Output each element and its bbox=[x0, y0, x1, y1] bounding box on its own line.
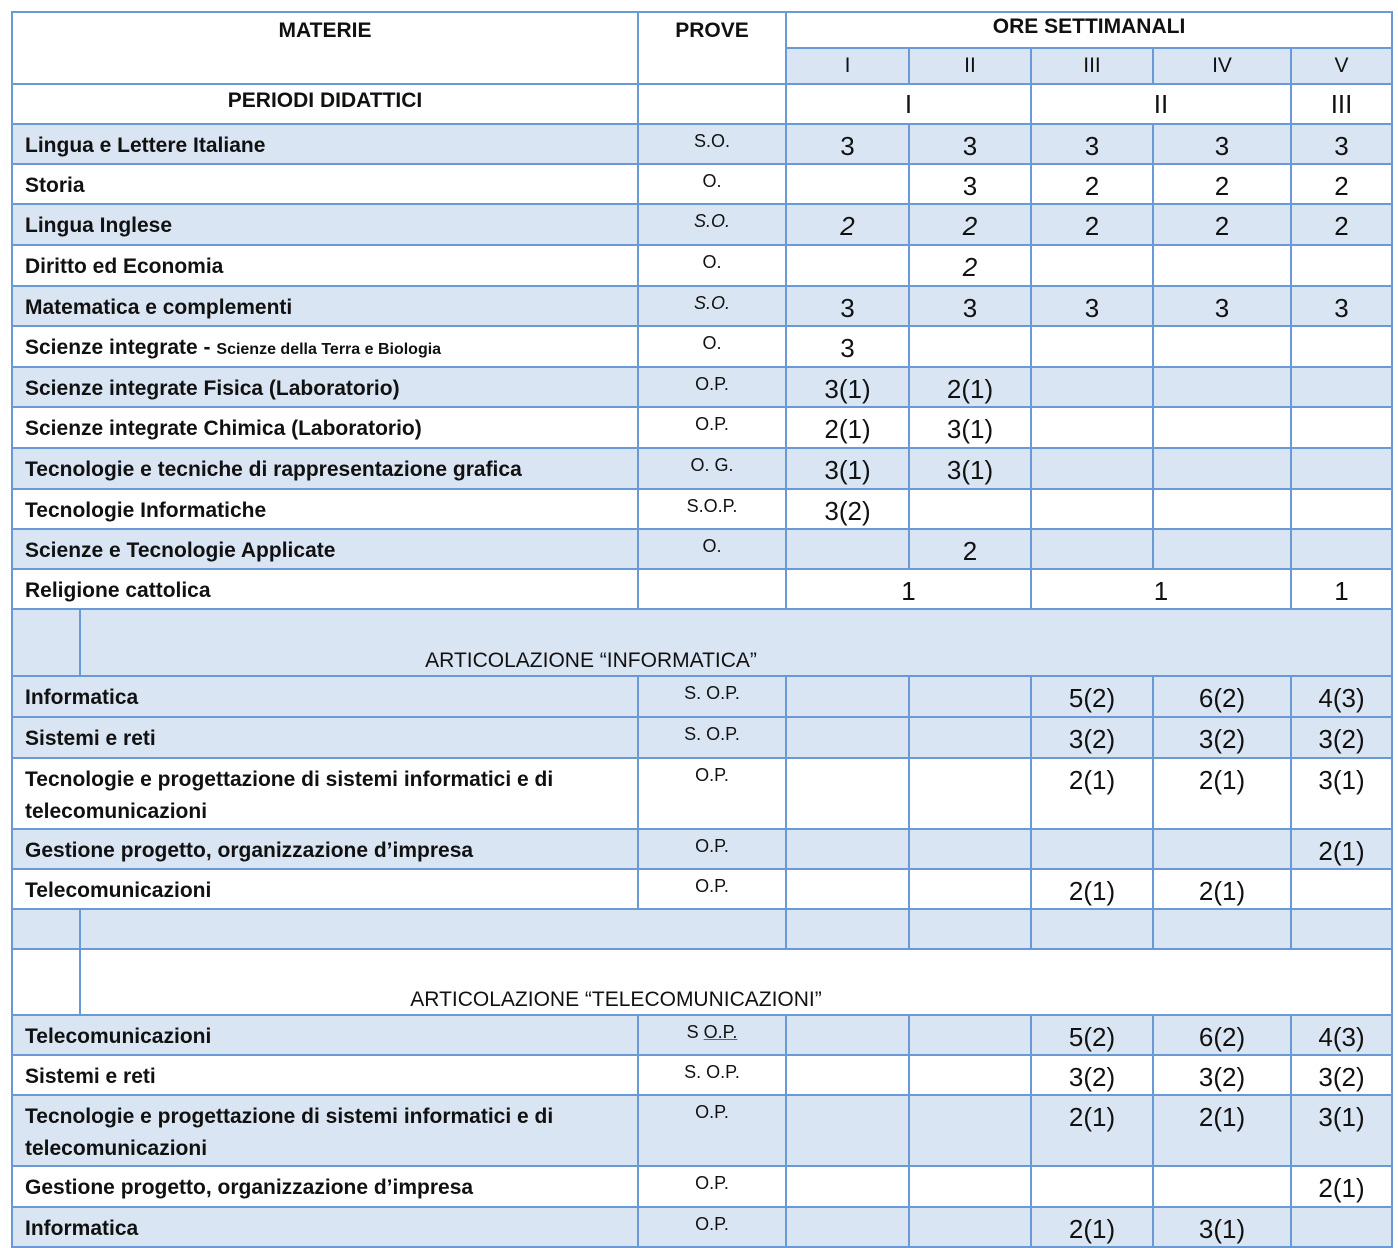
hours-cell: 3 bbox=[909, 286, 1031, 326]
subject-name: Telecomunicazioni bbox=[12, 1015, 638, 1055]
hours-cell: 4(3) bbox=[1291, 1015, 1392, 1055]
period-label: I bbox=[786, 84, 1031, 124]
hours-cell: 3(1) bbox=[786, 448, 909, 489]
hours-cell: 3 bbox=[909, 124, 1031, 164]
empty-cell bbox=[12, 909, 80, 949]
subject-name: Sistemi e reti bbox=[12, 717, 638, 758]
exam-type: O.P. bbox=[638, 758, 786, 829]
hours-cell: 2(1) bbox=[1291, 1166, 1392, 1207]
hours-cell bbox=[1031, 367, 1153, 407]
hours-cell bbox=[909, 829, 1031, 869]
hours-cell bbox=[1291, 1207, 1392, 1247]
hours-cell bbox=[1031, 489, 1153, 529]
hours-cell: 2(1) bbox=[1153, 1095, 1291, 1166]
hours-cell: 2 bbox=[909, 204, 1031, 245]
hours-cell bbox=[909, 717, 1031, 758]
hours-cell bbox=[1291, 407, 1392, 448]
table-row bbox=[12, 869, 1392, 909]
hours-cell bbox=[786, 676, 909, 717]
hours-cell bbox=[909, 1095, 1031, 1166]
hours-cell: 3(1) bbox=[1291, 758, 1392, 829]
hours-cell: 3(2) bbox=[786, 489, 909, 529]
hours-cell bbox=[1153, 448, 1291, 489]
hours-cell: 3 bbox=[1291, 286, 1392, 326]
hours-cell bbox=[909, 1166, 1031, 1207]
hours-cell: 2 bbox=[1031, 204, 1153, 245]
hours-cell: 3 bbox=[1291, 124, 1392, 164]
hours-cell: 3(2) bbox=[1031, 717, 1153, 758]
subject-name bbox=[12, 326, 638, 367]
period-label: III bbox=[1291, 84, 1392, 124]
hours-cell: 2(1) bbox=[1153, 869, 1291, 909]
hours-cell: 3 bbox=[786, 124, 909, 164]
hours-cell: 5(2) bbox=[1031, 1015, 1153, 1055]
hours-cell: 3 bbox=[786, 326, 909, 367]
empty-cell bbox=[12, 949, 80, 1015]
table-row bbox=[12, 407, 1392, 448]
empty-cell bbox=[80, 909, 786, 949]
table-row bbox=[12, 1207, 1392, 1247]
subject-name: Storia bbox=[12, 164, 638, 204]
hours-cell bbox=[909, 326, 1031, 367]
hours-cell: 3(2) bbox=[1291, 717, 1392, 758]
exam-type: O.P. bbox=[638, 1166, 786, 1207]
hours-cell: 2 bbox=[1291, 164, 1392, 204]
hours-cell: 2 bbox=[1291, 204, 1392, 245]
subject-name: Sistemi e reti bbox=[12, 1055, 638, 1095]
exam-type: O.P. bbox=[638, 1095, 786, 1166]
periodi-label: PERIODI DIDATTICI bbox=[12, 84, 638, 124]
hours-cell bbox=[786, 758, 909, 829]
hours-cell bbox=[1031, 326, 1153, 367]
table-row bbox=[12, 529, 1392, 569]
hours-cell: 3(1) bbox=[786, 367, 909, 407]
hours-cell bbox=[1031, 829, 1153, 869]
hours-cell bbox=[1153, 407, 1291, 448]
subject-note: Scienze della Terra e Biologia bbox=[216, 341, 442, 358]
hours-cell: 5(2) bbox=[1031, 676, 1153, 717]
hours-cell bbox=[786, 829, 909, 869]
hours-cell bbox=[786, 1095, 909, 1166]
exam-type-underlined: O.P. bbox=[703, 1022, 738, 1042]
exam-type: O.P. bbox=[638, 1207, 786, 1247]
table-row bbox=[12, 164, 1392, 204]
table-row bbox=[12, 1166, 1392, 1207]
hours-cell: 2 bbox=[1153, 204, 1291, 245]
table-row bbox=[12, 1015, 1392, 1055]
empty-cell bbox=[1291, 909, 1392, 949]
year-label: V bbox=[1291, 48, 1392, 84]
year-label: III bbox=[1031, 48, 1153, 84]
section-header-row bbox=[12, 609, 1392, 676]
hours-cell: 3(2) bbox=[1153, 1055, 1291, 1095]
section-header-row bbox=[12, 949, 1392, 1015]
table-row bbox=[12, 326, 1392, 367]
section-title: ARTICOLAZIONE “TELECOMUNICAZIONI” bbox=[80, 949, 1392, 1015]
hours-cell: 2 bbox=[1153, 164, 1291, 204]
hours-cell bbox=[786, 1207, 909, 1247]
hours-cell: 3 bbox=[1153, 124, 1291, 164]
hours-cell: 3(1) bbox=[909, 448, 1031, 489]
hours-cell bbox=[1291, 326, 1392, 367]
header-prove: PROVE bbox=[638, 12, 786, 84]
hours-cell bbox=[1291, 448, 1392, 489]
subject-title: Scienze integrate - bbox=[25, 336, 217, 359]
hours-cell: 2(1) bbox=[1031, 758, 1153, 829]
exam-type-prefix: S bbox=[686, 1022, 704, 1042]
table-row bbox=[12, 569, 1392, 609]
year-label: IV bbox=[1153, 48, 1291, 84]
hours-cell: 3 bbox=[1031, 286, 1153, 326]
curriculum-table bbox=[11, 11, 1391, 1248]
hours-cell: 1 bbox=[1291, 569, 1392, 609]
hours-cell bbox=[786, 1015, 909, 1055]
hours-cell: 3 bbox=[1031, 124, 1153, 164]
subject-name: Scienze integrate Chimica (Laboratorio) bbox=[12, 407, 638, 448]
exam-type bbox=[638, 1015, 786, 1055]
hours-cell bbox=[909, 489, 1031, 529]
table-row bbox=[12, 1095, 1392, 1166]
table-row bbox=[12, 204, 1392, 245]
hours-cell: 3 bbox=[786, 286, 909, 326]
hours-cell: 3(1) bbox=[1153, 1207, 1291, 1247]
subject-name: Tecnologie e progettazione di sistemi informatici e di telecomunicazioni bbox=[12, 758, 638, 829]
table-row bbox=[12, 245, 1392, 286]
exam-type: O. G. bbox=[638, 448, 786, 489]
hours-cell bbox=[1153, 1166, 1291, 1207]
hours-cell: 2(1) bbox=[786, 407, 909, 448]
table-row bbox=[12, 829, 1392, 869]
table-row bbox=[12, 1055, 1392, 1095]
hours-cell bbox=[909, 758, 1031, 829]
hours-cell bbox=[909, 1055, 1031, 1095]
table-row bbox=[12, 367, 1392, 407]
subject-name: Tecnologie e progettazione di sistemi informatici e di telecomunicazioni bbox=[12, 1095, 638, 1166]
hours-cell bbox=[1291, 529, 1392, 569]
section-title: ARTICOLAZIONE “INFORMATICA” bbox=[80, 609, 1392, 676]
table-row bbox=[12, 676, 1392, 717]
hours-cell: 2(1) bbox=[1031, 1095, 1153, 1166]
exam-type: O.P. bbox=[638, 829, 786, 869]
subject-name: Scienze e Tecnologie Applicate bbox=[12, 529, 638, 569]
exam-type bbox=[638, 569, 786, 609]
hours-cell: 1 bbox=[786, 569, 1031, 609]
empty-cell bbox=[786, 909, 909, 949]
hours-cell: 3 bbox=[1153, 286, 1291, 326]
exam-type: S. O.P. bbox=[638, 1055, 786, 1095]
exam-type: S.O.P. bbox=[638, 489, 786, 529]
hours-cell bbox=[909, 869, 1031, 909]
header-materie: MATERIE bbox=[12, 12, 638, 84]
exam-type: S. O.P. bbox=[638, 676, 786, 717]
hours-cell: 2 bbox=[1031, 164, 1153, 204]
empty-cell bbox=[909, 909, 1031, 949]
hours-cell: 2(1) bbox=[1031, 869, 1153, 909]
hours-cell: 2(1) bbox=[1153, 758, 1291, 829]
table-row bbox=[12, 448, 1392, 489]
subject-name: Lingua Inglese bbox=[12, 204, 638, 245]
hours-cell: 4(3) bbox=[1291, 676, 1392, 717]
hours-cell bbox=[1031, 529, 1153, 569]
empty-cell bbox=[1153, 909, 1291, 949]
exam-type: S.O. bbox=[638, 204, 786, 245]
empty-cell bbox=[12, 609, 80, 676]
exam-type: O.P. bbox=[638, 367, 786, 407]
hours-cell bbox=[909, 1207, 1031, 1247]
subject-name: Gestione progetto, organizzazione d’impresa bbox=[12, 829, 638, 869]
header-ore-settimanali: ORE SETTIMANALI bbox=[786, 12, 1392, 48]
hours-cell bbox=[786, 164, 909, 204]
hours-cell bbox=[1153, 326, 1291, 367]
subject-name: Scienze integrate Fisica (Laboratorio) bbox=[12, 367, 638, 407]
hours-cell: 2(1) bbox=[1031, 1207, 1153, 1247]
table-row bbox=[12, 717, 1392, 758]
hours-cell bbox=[1153, 529, 1291, 569]
hours-cell bbox=[786, 717, 909, 758]
exam-type: O. bbox=[638, 326, 786, 367]
table-row bbox=[12, 286, 1392, 326]
hours-cell bbox=[909, 1015, 1031, 1055]
subject-name: Gestione progetto, organizzazione d’impresa bbox=[12, 1166, 638, 1207]
period-label: II bbox=[1031, 84, 1291, 124]
empty-cell bbox=[638, 84, 786, 124]
hours-cell bbox=[786, 245, 909, 286]
hours-cell: 6(2) bbox=[1153, 1015, 1291, 1055]
subject-name: Lingua e Lettere Italiane bbox=[12, 124, 638, 164]
table-row bbox=[12, 758, 1392, 829]
hours-cell: 1 bbox=[1031, 569, 1291, 609]
hours-cell bbox=[786, 1055, 909, 1095]
hours-cell bbox=[1291, 245, 1392, 286]
hours-cell: 3(1) bbox=[1291, 1095, 1392, 1166]
subject-name: Informatica bbox=[12, 676, 638, 717]
year-label: I bbox=[786, 48, 909, 84]
hours-cell: 2(1) bbox=[1291, 829, 1392, 869]
hours-cell bbox=[1153, 245, 1291, 286]
hours-cell: 3(2) bbox=[1291, 1055, 1392, 1095]
hours-cell: 2 bbox=[786, 204, 909, 245]
hours-cell: 2(1) bbox=[909, 367, 1031, 407]
empty-cell bbox=[1031, 909, 1153, 949]
hours-cell: 2 bbox=[909, 529, 1031, 569]
subject-name: Religione cattolica bbox=[12, 569, 638, 609]
exam-type: O. bbox=[638, 164, 786, 204]
subject-name: Diritto ed Economia bbox=[12, 245, 638, 286]
hours-cell bbox=[1031, 245, 1153, 286]
subject-name: Tecnologie e tecniche di rappresentazione grafica bbox=[12, 448, 638, 489]
exam-type: S.O. bbox=[638, 124, 786, 164]
hours-cell bbox=[1291, 367, 1392, 407]
hours-cell: 3 bbox=[909, 164, 1031, 204]
exam-type: O. bbox=[638, 529, 786, 569]
hours-cell: 3(2) bbox=[1153, 717, 1291, 758]
exam-type: S. O.P. bbox=[638, 717, 786, 758]
hours-cell: 6(2) bbox=[1153, 676, 1291, 717]
subject-name: Matematica e complementi bbox=[12, 286, 638, 326]
subject-name: Telecomunicazioni bbox=[12, 869, 638, 909]
hours-cell bbox=[1291, 869, 1392, 909]
hours-cell bbox=[1153, 367, 1291, 407]
hours-cell bbox=[1031, 407, 1153, 448]
subject-name: Tecnologie Informatiche bbox=[12, 489, 638, 529]
year-label: II bbox=[909, 48, 1031, 84]
hours-cell: 3(1) bbox=[909, 407, 1031, 448]
hours-cell bbox=[1153, 829, 1291, 869]
hours-cell: 2 bbox=[909, 245, 1031, 286]
exam-type: S.O. bbox=[638, 286, 786, 326]
hours-cell bbox=[1291, 489, 1392, 529]
hours-cell bbox=[786, 1166, 909, 1207]
hours-cell bbox=[1153, 489, 1291, 529]
hours-cell bbox=[786, 869, 909, 909]
hours-cell bbox=[786, 529, 909, 569]
hours-cell bbox=[1031, 1166, 1153, 1207]
table-row bbox=[12, 124, 1392, 164]
exam-type: O.P. bbox=[638, 869, 786, 909]
exam-type: O.P. bbox=[638, 407, 786, 448]
spacer-row bbox=[12, 909, 1392, 949]
subject-name: Informatica bbox=[12, 1207, 638, 1247]
table-row bbox=[12, 489, 1392, 529]
hours-grid bbox=[11, 11, 1393, 1248]
hours-cell bbox=[1031, 448, 1153, 489]
hours-cell: 3(2) bbox=[1031, 1055, 1153, 1095]
exam-type: O. bbox=[638, 245, 786, 286]
hours-cell bbox=[909, 676, 1031, 717]
